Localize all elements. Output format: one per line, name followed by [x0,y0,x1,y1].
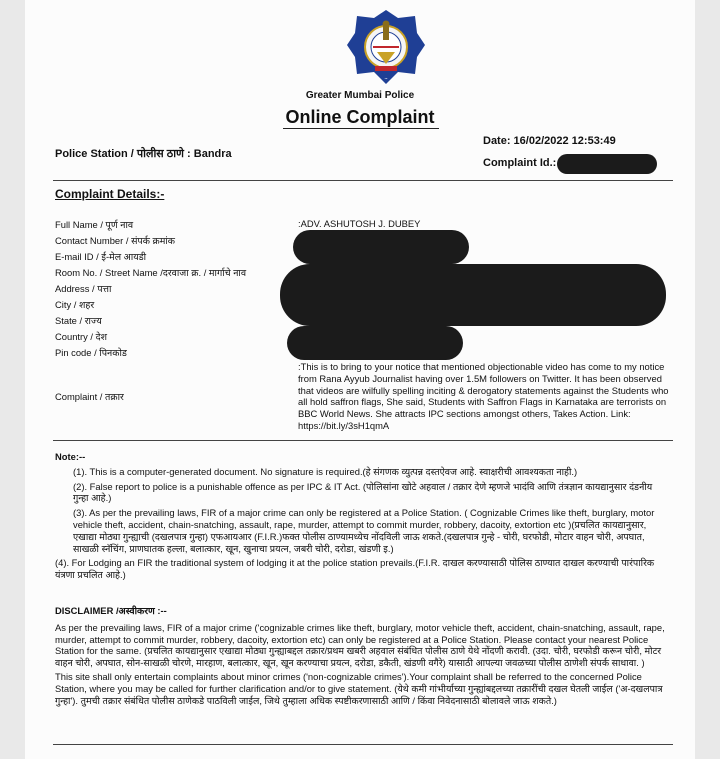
notes-section [55,451,665,584]
field-value-full-name: :ADV. ASHUTOSH J. DUBEY [298,218,421,229]
field-label-complaint: Complaint / तक्रार [55,391,124,402]
svg-text:~: ~ [384,76,388,81]
complaint-text: :This is to bring to your notice that mentioned objectionable video has come to my notice from Rana Ayyub Journalist having over 1.5M followers on Twitter. It has been observed that videos are wilfully spelling inciting & derogatory statements against the Students who all hold saffron flags, She said, Students with Saffron Flags in Karnataka are terrorists on BBC World News. She attracts IPC sections amongst others, Takes Action. Link: https://bit.ly/3sH1qmA [298,361,669,431]
disclaimer-paragraph: This site shall only entertain complaints about minor crimes ('non-cognizable crimes').Your complaint shall be referred to the concerned Police Station, where you may be called for further clarification and/or to give statement. (येथे कमी गांभीर्याच्या गुन्ह्यांबद्दलच्या तक्रारींची दखल घेतली जाईल ('अ-दखलपात्र गुन्हा'). तुमची तक्रार संबंधित पोलीस ठाणेकडे पाठविली जाईल, जिथे तुम्हाला अधिक स्पष्टीकरणासाठी आणि / किंवा निवेदनासाठी बोलावले जाऊ शकते.) [55,670,663,706]
field-label-state: State / राज्य [55,315,102,326]
field-label-pincode: Pin code / पिनकोड [55,347,127,358]
org-name: Greater Mumbai Police [305,90,415,101]
field-label-contact: Contact Number / संपर्क क्रमांक [55,235,175,246]
police-station: Police Station / पोलीस ठाणे : Bandra [55,148,232,160]
note-item: (1). This is a computer-generated document. No signature is required.(हे संगणक व्युत्पन्न दस्तऐवज आहे. स्वाक्षरीची आवश्यकता नाही.) [73,465,578,477]
complaint-id-label: Complaint Id.: [483,157,557,169]
field-label-full-name: Full Name / पूर्ण नाव [55,219,134,230]
notes-title: Note:-- [55,451,86,462]
page-title: Online Complaint [285,107,435,127]
redacted-address-block [280,264,666,326]
title-underline [283,128,439,129]
redacted-contact-email [293,230,469,264]
field-label-street: Room No. / Street Name /दरवाजा क्र. / मार्गाचे नाव [55,267,247,278]
complaint-date: Date: 16/02/2022 12:53:49 [483,135,616,147]
field-label-address: Address / पत्ता [55,283,112,294]
section-title-details: Complaint Details:- [55,187,165,201]
field-label-country: Country / देश [55,331,107,342]
disclaimer-paragraph: As per the prevailing laws, FIR of a major crime ('cognizable crimes like theft, burglary, motor vehicle theft, accident, chain-snatching, assault, rape, murder, attempt to commit murder, robbery, dacoity, extortion etc) can only be registered at a Police Station. Please contact your nearest Police Station for the same. (प्रचलित कायद्यानुसार एखाद्या मोठ्या गुन्ह्याबद्दल तक्रार/प्रथम खबरी अहवाल संबंधित पोलीस ठाणे येथे नोंदणी करावी. (उदा. चोरी, घरफोडी करून चोरी, मोटर वाहन चोरी, अपघात, सोन-साखळी चोरणे, मारहाण, बलात्कार, खून, खून करण्याचा प्रयत्न, दरोडा, डकैती, खंडणी वगैरे) यासाठी आपल्या जवळच्या पोलीस ठाणेशी संपर्क साधावा. ) [55,621,665,669]
redacted-country-pin [287,326,463,360]
note-item: (3). As per the prevailing laws, FIR of a major crime can only be registered at a Police Station. ( Cognizable Crimes like theft, burglary, motor vehicle theft, accident, chain-snatching, assault, rape, murder, attempt to commit murder, robbery, dacoity, extortion etc )(प्रचलित कायद्यानुसार, एखाद्या मोठ्या गुन्ह्याची (दखलपात्र गुन्हा) एफआयआर (F.I.R.)फक्त पोलीस ठाण्यामध्येच नोंदविली जाऊ शकते.(दखलपात्र गुन्हे - चोरी, घरफोडी, मोटार वाहन चोरी, अपघात, साखळी स्नॅचिंग, प्राणघातक हल्ला, बलात्कार, खून, खुनाचा प्रयत्न, जबरी चोरी, दरोडा, खंडणी इ.) [73,507,655,554]
disclaimer-section [55,605,667,708]
field-label-city: City / शहर [55,299,95,310]
divider [53,180,673,181]
redacted-complaint-id [557,154,657,174]
disclaimer-title: DISCLAIMER /अस्वीकरण :-- [55,605,167,616]
divider [53,440,673,441]
note-item: (4). For Lodging an FIR the traditional system of lodging it at the police station prevails.(F.I.R. दाखल करण्यासाठी पोलिस ठाण्यात दाखल करण्याची पारंपारिक यंत्रणा प्रचलित आहे.) [55,557,655,581]
document-page [25,0,695,759]
police-emblem-logo [347,6,425,90]
note-item: (2). False report to police is a punishable offence as per IPC & IT Act. (पोलिसांना खोटे अहवाल / तक्रार देणे म्हणजे भादंवि आणि तंत्रज्ञान कायद्यानुसार दंडनीय गुन्हा आहे.) [73,480,653,504]
field-label-email: E-mail ID / ई-मेल आयडी [55,251,147,262]
divider [53,744,673,745]
